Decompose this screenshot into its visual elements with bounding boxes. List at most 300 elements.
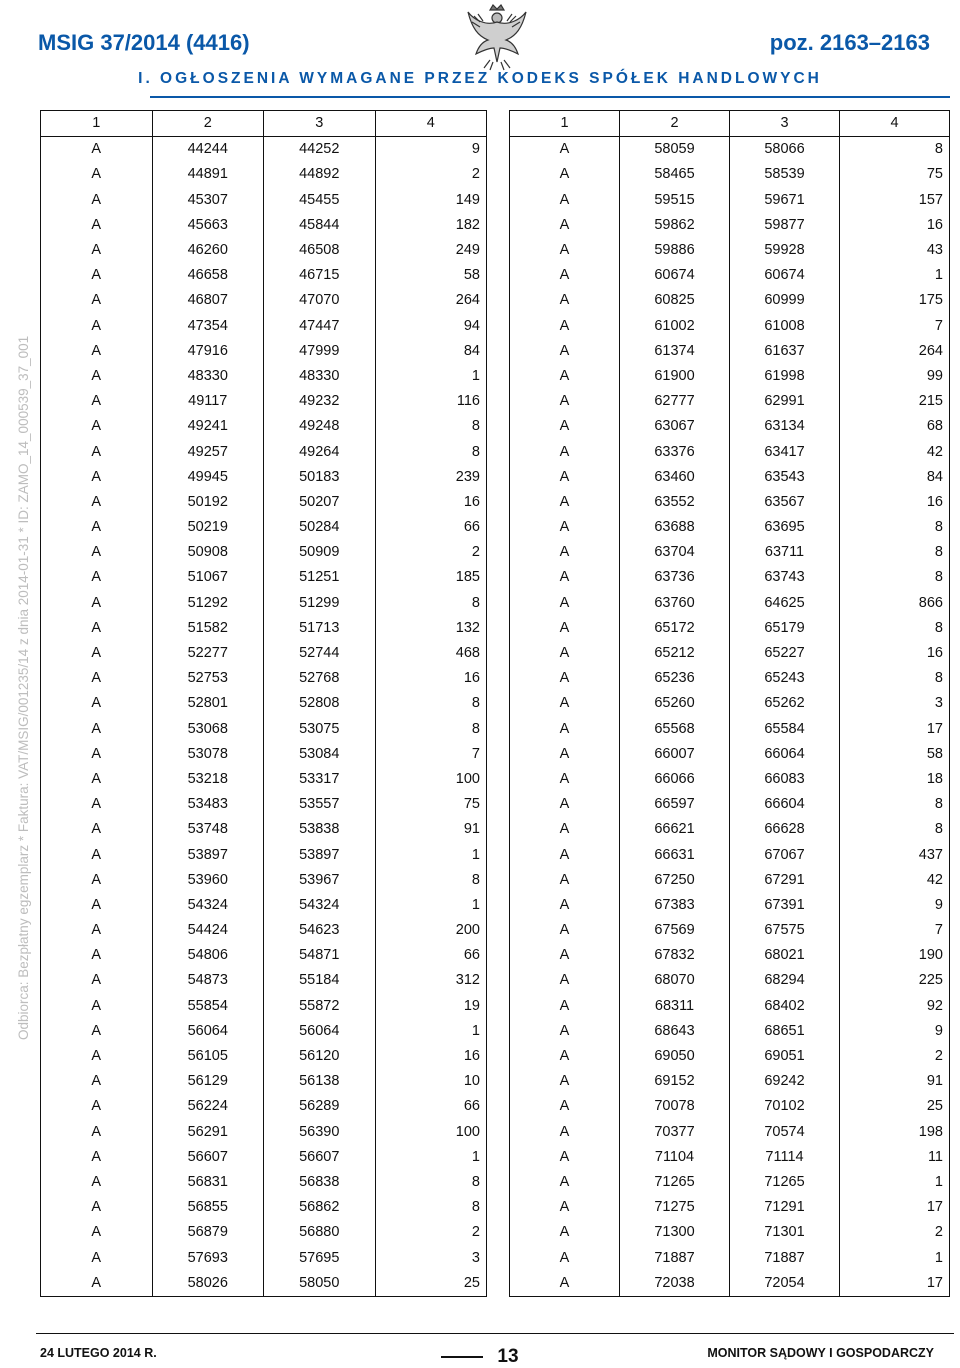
table-cell: A [510, 465, 620, 490]
table-cell: 58066 [730, 137, 840, 163]
table-row [510, 439, 950, 464]
table-row [41, 767, 487, 792]
table-row [41, 1145, 487, 1170]
table-cell: 2 [375, 1220, 487, 1245]
table-cell: A [510, 1220, 620, 1245]
column-header: 3 [730, 111, 840, 137]
table-cell: 8 [840, 792, 950, 817]
table-cell: A [41, 666, 153, 691]
table-cell: 68 [840, 414, 950, 439]
table-cell: 49232 [264, 389, 376, 414]
table-cell: A [510, 565, 620, 590]
table-cell: 65260 [620, 691, 730, 716]
table-cell: 47999 [264, 339, 376, 364]
table-cell: 132 [375, 616, 487, 641]
table-cell: 56129 [152, 1069, 264, 1094]
table-row [510, 1069, 950, 1094]
table-cell: 53838 [264, 817, 376, 842]
table-row [41, 137, 487, 163]
table-cell: 75 [840, 162, 950, 187]
table-cell: 45844 [264, 213, 376, 238]
table-cell: A [41, 162, 153, 187]
table-cell: 62991 [730, 389, 840, 414]
table-cell: 63067 [620, 414, 730, 439]
table-cell: 66621 [620, 817, 730, 842]
table-cell: 100 [375, 1120, 487, 1145]
table-cell: 8 [840, 616, 950, 641]
table-cell: 59877 [730, 213, 840, 238]
table-cell: 11 [840, 1145, 950, 1170]
table-cell: 54873 [152, 968, 264, 993]
table-cell: A [41, 742, 153, 767]
table-cell: 65212 [620, 641, 730, 666]
table-cell: A [41, 868, 153, 893]
table-row [41, 1170, 487, 1195]
table-cell: 66064 [730, 742, 840, 767]
page-number-dash [441, 1356, 483, 1358]
table-cell: A [510, 1195, 620, 1220]
table-cell: 72054 [730, 1271, 840, 1297]
table-cell: 54424 [152, 918, 264, 943]
table-cell: 63695 [730, 515, 840, 540]
table-row [41, 213, 487, 238]
table-row [41, 389, 487, 414]
table-cell: 63552 [620, 490, 730, 515]
table-cell: 58050 [264, 1271, 376, 1297]
table-cell: 9 [840, 893, 950, 918]
table-cell: 52808 [264, 691, 376, 716]
table-cell: 18 [840, 767, 950, 792]
table-cell: 53317 [264, 767, 376, 792]
table-row [510, 515, 950, 540]
table-cell: 264 [840, 339, 950, 364]
table-cell: A [41, 893, 153, 918]
table-cell: 8 [375, 717, 487, 742]
table-cell: A [41, 490, 153, 515]
table-cell: 2 [375, 540, 487, 565]
table-row [41, 414, 487, 439]
table-cell: 50219 [152, 515, 264, 540]
table-cell: A [510, 742, 620, 767]
table-cell: 215 [840, 389, 950, 414]
table-cell: A [41, 339, 153, 364]
table-cell: 50909 [264, 540, 376, 565]
table-row [41, 364, 487, 389]
table-cell: 91 [840, 1069, 950, 1094]
table-cell: 116 [375, 389, 487, 414]
table-cell: 46260 [152, 238, 264, 263]
table-cell: 8 [375, 691, 487, 716]
table-row [41, 1195, 487, 1220]
table-cell: 66604 [730, 792, 840, 817]
column-header: 1 [510, 111, 620, 137]
table-row [41, 1044, 487, 1069]
table-cell: A [510, 137, 620, 163]
table-cell: A [510, 515, 620, 540]
table-cell: 16 [840, 490, 950, 515]
table-cell: 65172 [620, 616, 730, 641]
table-cell: 70377 [620, 1120, 730, 1145]
table-cell: 53748 [152, 817, 264, 842]
table-cell: 45663 [152, 213, 264, 238]
table-cell: 71275 [620, 1195, 730, 1220]
table-cell: 200 [375, 918, 487, 943]
table-cell: 1 [375, 1145, 487, 1170]
table-cell: 16 [840, 641, 950, 666]
table-row [41, 616, 487, 641]
table-cell: 66066 [620, 767, 730, 792]
table-cell: 56607 [264, 1145, 376, 1170]
table-cell: 149 [375, 188, 487, 213]
table-row [41, 465, 487, 490]
table-cell: 61002 [620, 314, 730, 339]
table-cell: A [510, 490, 620, 515]
table-cell: A [41, 565, 153, 590]
table-cell: 8 [840, 817, 950, 842]
table-cell: A [510, 238, 620, 263]
table-cell: A [41, 792, 153, 817]
polish-eagle-emblem-icon [464, 2, 530, 72]
table-row [41, 1120, 487, 1145]
table-cell: 16 [375, 490, 487, 515]
table-cell: 3 [375, 1245, 487, 1270]
table-cell: 67383 [620, 893, 730, 918]
table-cell: A [41, 389, 153, 414]
table-cell: A [510, 691, 620, 716]
section-title: I. OGŁOSZENIA WYMAGANE PRZEZ KODEKS SPÓŁEK HANDLOWYCH [138, 70, 822, 87]
table-cell: 56880 [264, 1220, 376, 1245]
table-cell: 43 [840, 238, 950, 263]
table-cell: 50908 [152, 540, 264, 565]
recipient-invoice-text: Odbiorca: Bezpłatny egzemplarz * Faktura: VAT/MSIG/001235/14 z dnia 2014-01-31 * ID: ZAMO_14_000539_37_001 [16, 335, 31, 1040]
table-row [41, 968, 487, 993]
table-cell: 67575 [730, 918, 840, 943]
table-cell: 56224 [152, 1094, 264, 1119]
table-cell: 51067 [152, 565, 264, 590]
table-cell: 67391 [730, 893, 840, 918]
table-cell: 437 [840, 842, 950, 867]
table-cell: 50284 [264, 515, 376, 540]
table-cell: 17 [840, 717, 950, 742]
table-cell: 42 [840, 439, 950, 464]
table-cell: 53218 [152, 767, 264, 792]
table-row [41, 1019, 487, 1044]
table-row [510, 1170, 950, 1195]
table-cell: A [510, 339, 620, 364]
table-cell: 53897 [264, 842, 376, 867]
table-cell: 58 [840, 742, 950, 767]
table-row [510, 540, 950, 565]
table-cell: 8 [375, 1195, 487, 1220]
table-cell: 42 [840, 868, 950, 893]
table-cell: 51582 [152, 616, 264, 641]
table-row [510, 1271, 950, 1297]
table-cell: 1 [375, 364, 487, 389]
table-cell: 53084 [264, 742, 376, 767]
table-cell: A [41, 767, 153, 792]
table-cell: A [510, 1245, 620, 1270]
table-cell: 66631 [620, 842, 730, 867]
table-cell: 60999 [730, 288, 840, 313]
table-row [510, 238, 950, 263]
table-row [41, 162, 487, 187]
table-cell: A [41, 943, 153, 968]
table-row [510, 465, 950, 490]
table-row [41, 439, 487, 464]
column-header: 4 [375, 111, 487, 137]
table-row [41, 263, 487, 288]
table-cell: 7 [840, 918, 950, 943]
table-row [510, 389, 950, 414]
table-cell: 1 [375, 1019, 487, 1044]
table-cell: 59515 [620, 188, 730, 213]
table-row [41, 314, 487, 339]
table-row [510, 842, 950, 867]
table-cell: 58 [375, 263, 487, 288]
table-cell: 66628 [730, 817, 840, 842]
table-cell: 68294 [730, 968, 840, 993]
table-cell: A [510, 1019, 620, 1044]
table-cell: 68070 [620, 968, 730, 993]
table-header-row [510, 111, 950, 137]
table-cell: 63376 [620, 439, 730, 464]
table-cell: 99 [840, 364, 950, 389]
table-row [41, 666, 487, 691]
table-cell: A [41, 691, 153, 716]
table-row [41, 540, 487, 565]
table-cell: A [41, 817, 153, 842]
ranges-table-right [509, 110, 950, 1297]
table-row [510, 943, 950, 968]
table-cell: 63736 [620, 565, 730, 590]
table-cell: 66597 [620, 792, 730, 817]
table-cell: 91 [375, 817, 487, 842]
table-cell: 67832 [620, 943, 730, 968]
table-cell: A [510, 792, 620, 817]
table-row [41, 943, 487, 968]
table-cell: A [41, 314, 153, 339]
table-cell: A [41, 439, 153, 464]
table-row [510, 213, 950, 238]
table-cell: 8 [840, 540, 950, 565]
table-cell: 866 [840, 591, 950, 616]
table-cell: A [510, 1120, 620, 1145]
table-cell: 52753 [152, 666, 264, 691]
table-cell: 65179 [730, 616, 840, 641]
table-cell: 61637 [730, 339, 840, 364]
table-cell: 71104 [620, 1145, 730, 1170]
table-cell: 55854 [152, 994, 264, 1019]
table-cell: A [41, 641, 153, 666]
table-cell: 8 [840, 565, 950, 590]
table-cell: 49257 [152, 439, 264, 464]
table-row [41, 641, 487, 666]
table-cell: 17 [840, 1195, 950, 1220]
table-cell: 94 [375, 314, 487, 339]
table-cell: 44891 [152, 162, 264, 187]
table-cell: 71300 [620, 1220, 730, 1245]
table-cell: 53483 [152, 792, 264, 817]
table-cell: 53960 [152, 868, 264, 893]
table-cell: A [510, 842, 620, 867]
table-cell: 46658 [152, 263, 264, 288]
table-cell: 56879 [152, 1220, 264, 1245]
table-row [510, 968, 950, 993]
table-cell: 48330 [152, 364, 264, 389]
table-cell: A [510, 439, 620, 464]
publication-issue: MSIG 37/2014 (4416) [38, 30, 250, 55]
table-cell: 3 [840, 691, 950, 716]
table-cell: 1 [375, 842, 487, 867]
table-row [510, 767, 950, 792]
table-cell: 62777 [620, 389, 730, 414]
table-row [510, 1120, 950, 1145]
table-cell: 47916 [152, 339, 264, 364]
table-cell: 63743 [730, 565, 840, 590]
table-row [41, 792, 487, 817]
table-row [510, 868, 950, 893]
table-cell: 175 [840, 288, 950, 313]
table-cell: 61374 [620, 339, 730, 364]
table-cell: A [41, 1245, 153, 1270]
table-cell: 56831 [152, 1170, 264, 1195]
table-cell: 63711 [730, 540, 840, 565]
table-cell: 47447 [264, 314, 376, 339]
table-row [41, 490, 487, 515]
table-row [41, 591, 487, 616]
table-cell: A [41, 1120, 153, 1145]
table-row [510, 188, 950, 213]
table-cell: A [510, 364, 620, 389]
table-cell: A [41, 616, 153, 641]
table-cell: 56607 [152, 1145, 264, 1170]
table-cell: 56289 [264, 1094, 376, 1119]
table-cell: 53075 [264, 717, 376, 742]
table-cell: A [41, 1220, 153, 1245]
table-cell: 63543 [730, 465, 840, 490]
table-cell: A [510, 918, 620, 943]
table-row [510, 565, 950, 590]
table-cell: A [510, 1170, 620, 1195]
table-row [41, 817, 487, 842]
table-cell: A [510, 1271, 620, 1297]
table-cell: 69242 [730, 1069, 840, 1094]
table-cell: A [41, 263, 153, 288]
table-cell: 16 [375, 666, 487, 691]
table-cell: 71265 [730, 1170, 840, 1195]
table-cell: A [510, 968, 620, 993]
table-cell: 70078 [620, 1094, 730, 1119]
table-cell: 7 [375, 742, 487, 767]
table-cell: 49117 [152, 389, 264, 414]
table-cell: 84 [840, 465, 950, 490]
table-cell: A [510, 389, 620, 414]
table-cell: 68651 [730, 1019, 840, 1044]
table-cell: 71301 [730, 1220, 840, 1245]
table-row [510, 1019, 950, 1044]
table-cell: 1 [375, 893, 487, 918]
table-cell: A [41, 1044, 153, 1069]
table-cell: A [510, 641, 620, 666]
table-cell: 65236 [620, 666, 730, 691]
table-cell: A [41, 968, 153, 993]
table-cell: A [510, 1044, 620, 1069]
table-cell: 182 [375, 213, 487, 238]
table-cell: A [41, 540, 153, 565]
table-row [510, 817, 950, 842]
table-row [510, 641, 950, 666]
table-cell: 1 [840, 1245, 950, 1270]
table-cell: 53078 [152, 742, 264, 767]
table-row [41, 288, 487, 313]
table-row [510, 263, 950, 288]
table-cell: 54324 [152, 893, 264, 918]
table-cell: 10 [375, 1069, 487, 1094]
table-cell: 63460 [620, 465, 730, 490]
table-row [510, 616, 950, 641]
table-row [41, 994, 487, 1019]
table-cell: 69050 [620, 1044, 730, 1069]
table-cell: 71291 [730, 1195, 840, 1220]
table-cell: A [510, 1094, 620, 1119]
table-cell: 69051 [730, 1044, 840, 1069]
table-cell: A [41, 918, 153, 943]
table-row [510, 162, 950, 187]
table-cell: 71265 [620, 1170, 730, 1195]
table-cell: 58059 [620, 137, 730, 163]
table-cell: 56105 [152, 1044, 264, 1069]
table-row [41, 1094, 487, 1119]
table-cell: A [41, 1145, 153, 1170]
table-cell: 198 [840, 1120, 950, 1145]
table-cell: 56855 [152, 1195, 264, 1220]
table-row [510, 918, 950, 943]
table-cell: 100 [375, 767, 487, 792]
table-cell: 56064 [152, 1019, 264, 1044]
table-cell: 17 [840, 1271, 950, 1297]
table-cell: 67067 [730, 842, 840, 867]
table-row [41, 918, 487, 943]
table-row [41, 339, 487, 364]
table-cell: 49945 [152, 465, 264, 490]
table-cell: A [41, 364, 153, 389]
table-cell: 19 [375, 994, 487, 1019]
table-cell: 2 [840, 1220, 950, 1245]
table-cell: 157 [840, 188, 950, 213]
column-header: 1 [41, 111, 153, 137]
table-cell: A [41, 213, 153, 238]
table-cell: 60674 [620, 263, 730, 288]
table-cell: 63688 [620, 515, 730, 540]
table-row [41, 1069, 487, 1094]
table-cell: A [41, 1195, 153, 1220]
table-cell: 46715 [264, 263, 376, 288]
table-cell: 52768 [264, 666, 376, 691]
table-cell: A [41, 414, 153, 439]
table-cell: 67291 [730, 868, 840, 893]
table-cell: 56862 [264, 1195, 376, 1220]
table-row [41, 238, 487, 263]
table-row [510, 792, 950, 817]
table-cell: 16 [375, 1044, 487, 1069]
table-cell: 264 [375, 288, 487, 313]
table-cell: 52744 [264, 641, 376, 666]
table-cell: 51251 [264, 565, 376, 590]
table-cell: 75 [375, 792, 487, 817]
table-cell: 56120 [264, 1044, 376, 1069]
table-cell: A [510, 994, 620, 1019]
table-cell: 63134 [730, 414, 840, 439]
